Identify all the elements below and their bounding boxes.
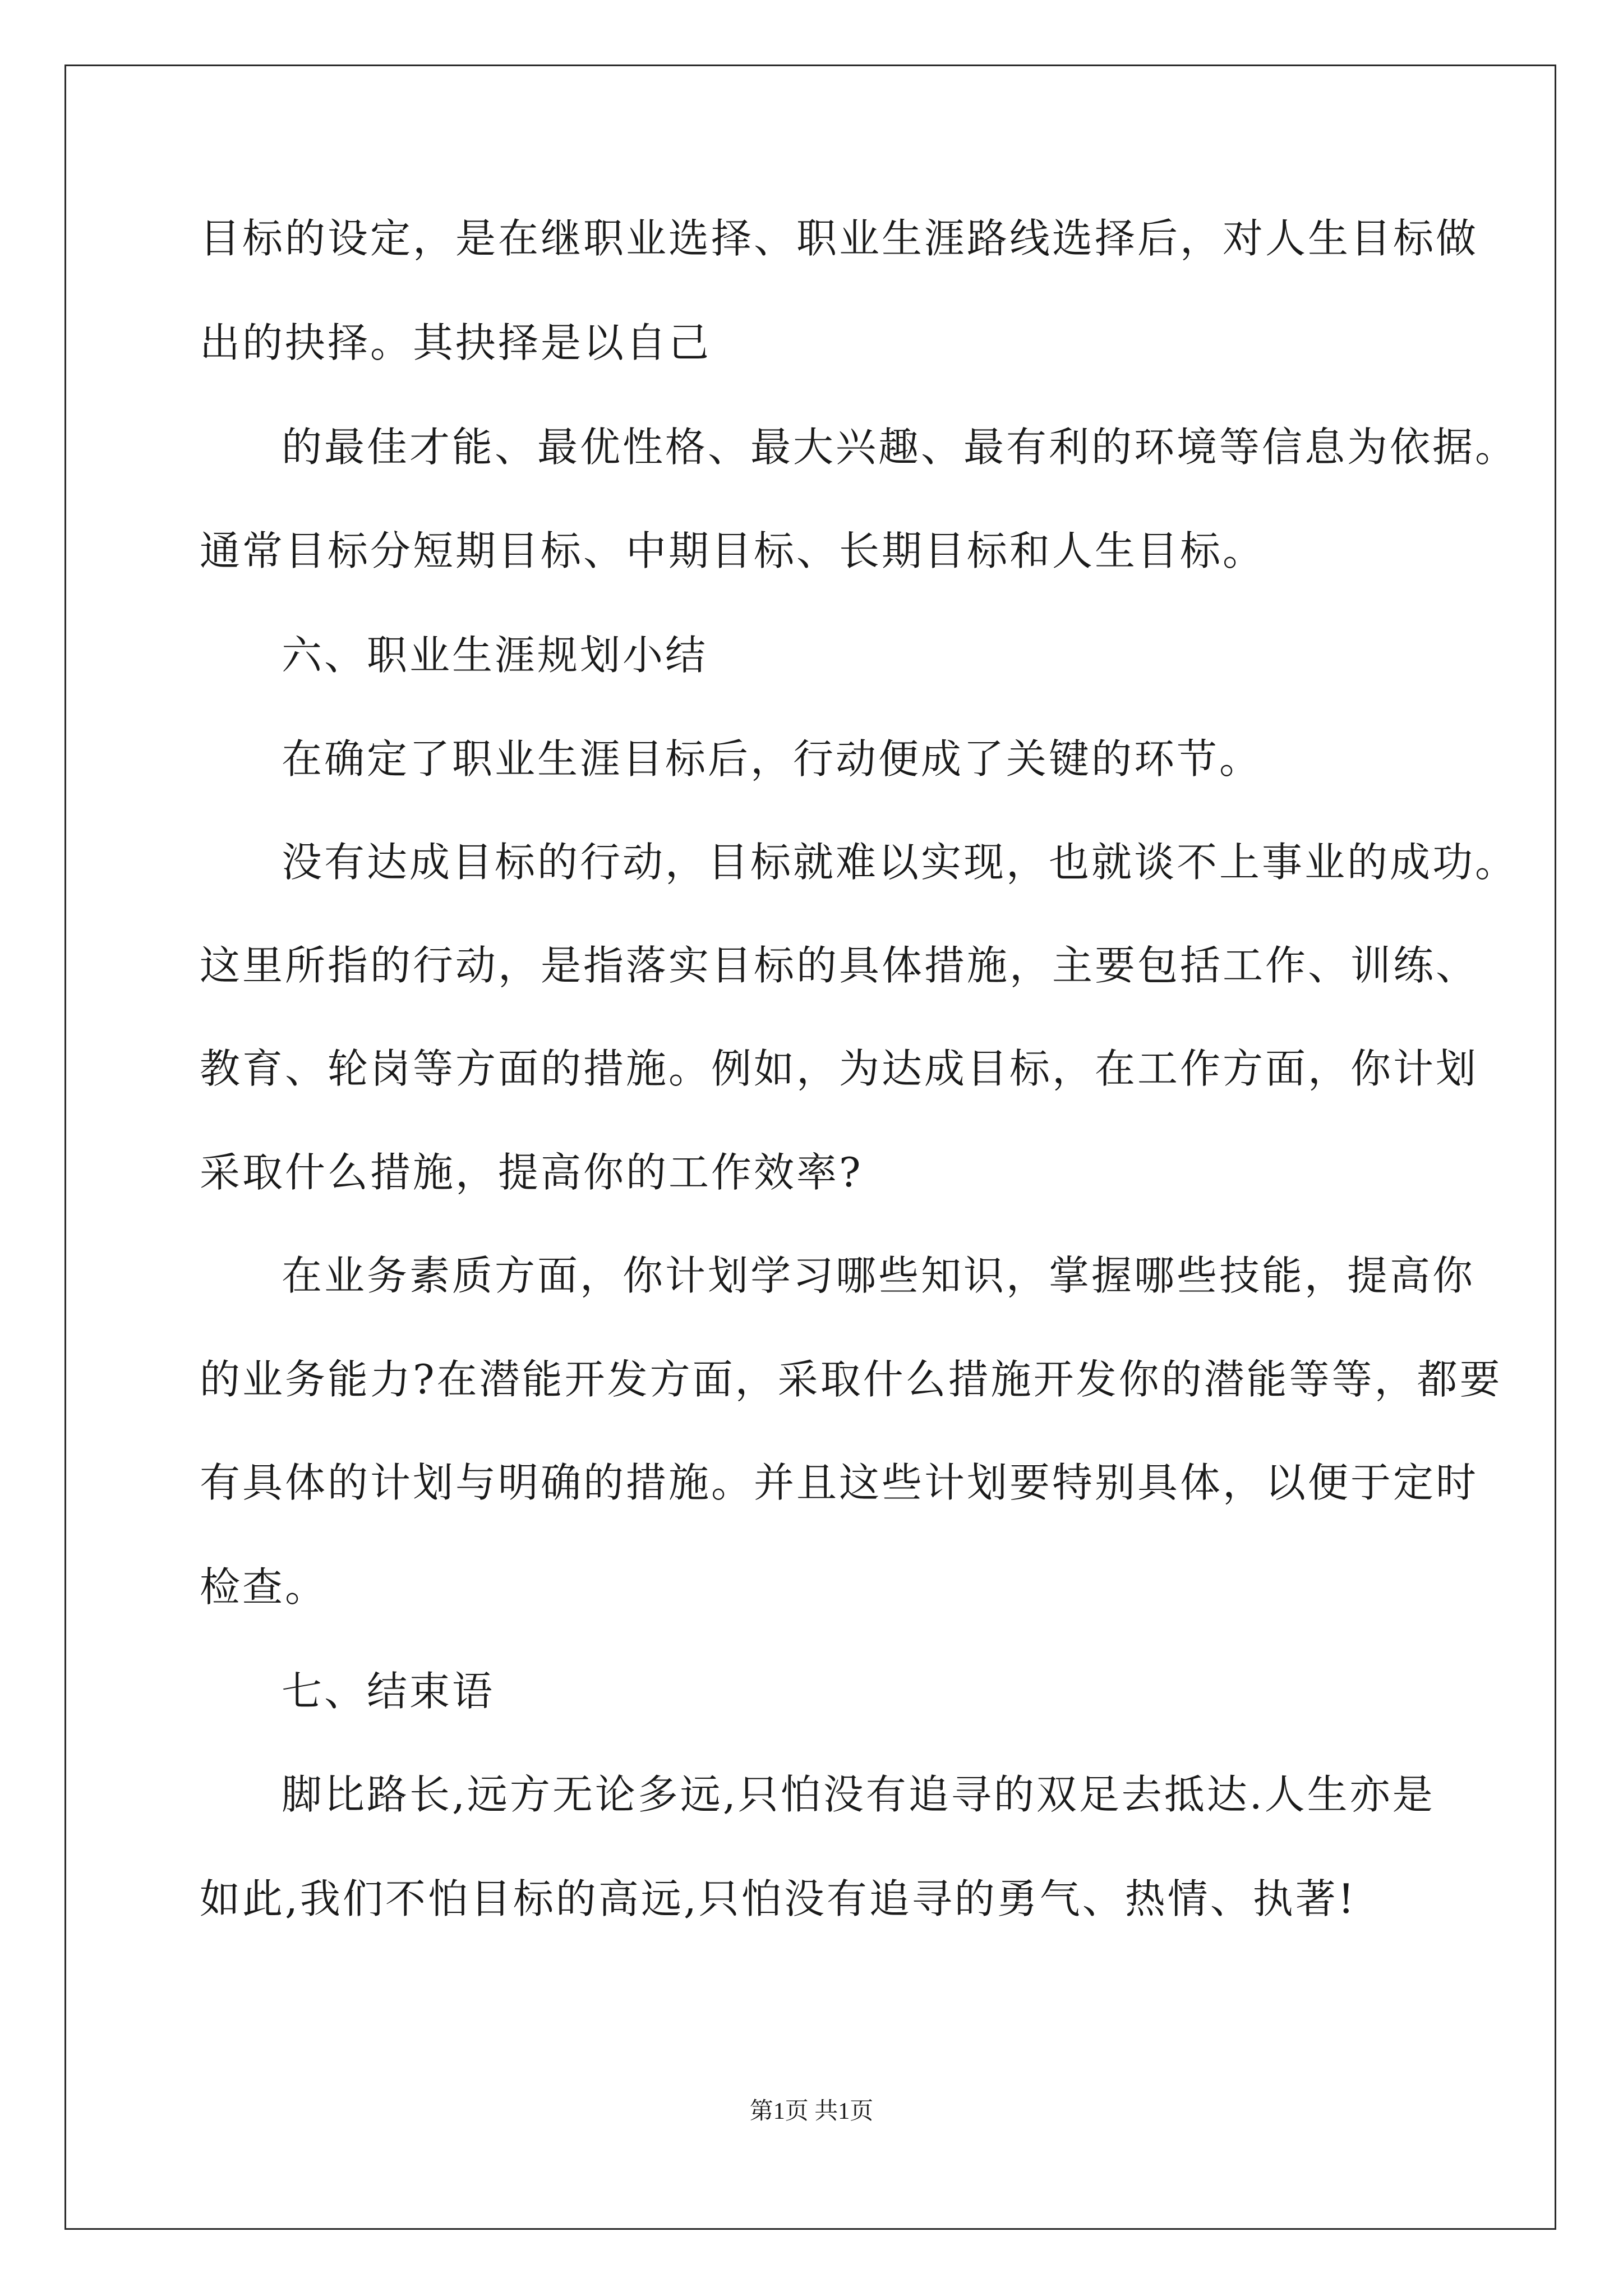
text-line: 在业务素质方面，你计划学习哪些知识，掌握哪些技能，提高你 <box>282 1252 1476 1299</box>
text-line: 采取什么措施，提高你的工作效率? <box>200 1149 863 1196</box>
text-line: 通常目标分短期目标、中期目标、长期目标和人生目标。 <box>200 527 1266 574</box>
text-line: 脚比路长,远方无论多远,只怕没有追寻的双足去抵达.人生亦是 <box>282 1771 1435 1818</box>
text-line: 这里所指的行动，是指落实目标的具体措施，主要包括工作、训练、 <box>200 942 1479 989</box>
text-line: 教育、轮岗等方面的措施。例如，为达成目标，在工作方面，你计划 <box>200 1045 1479 1092</box>
text-line: 如此,我们不怕目标的高远,只怕没有追寻的勇气、热情、执著! <box>200 1875 1357 1922</box>
text-line: 检查。 <box>200 1563 328 1611</box>
text-line: 目标的设定，是在继职业选择、职业生涯路线选择后，对人生目标做 <box>200 215 1479 262</box>
text-line: 有具体的计划与明确的措施。并且这些计划要特别具体，以便于定时 <box>200 1459 1479 1506</box>
section-heading: 七、结束语 <box>282 1668 495 1715</box>
text-line: 的最佳才能、最优性格、最大兴趣、最有利的环境等信息为依据。 <box>282 424 1518 471</box>
text-line: 的业务能力?在潜能开发方面，采取什么措施开发你的潜能等等，都要 <box>200 1356 1502 1403</box>
section-heading: 六、职业生涯规划小结 <box>282 632 708 679</box>
text-line: 出的抉择。其抉择是以自己 <box>200 319 712 366</box>
page-number-footer: 第1页 共1页 <box>749 2099 874 2124</box>
text-line: 在确定了职业生涯目标后，行动便成了关键的环节。 <box>282 735 1262 783</box>
text-line: 没有达成目标的行动，目标就难以实现，也就谈不上事业的成功。 <box>282 839 1518 886</box>
